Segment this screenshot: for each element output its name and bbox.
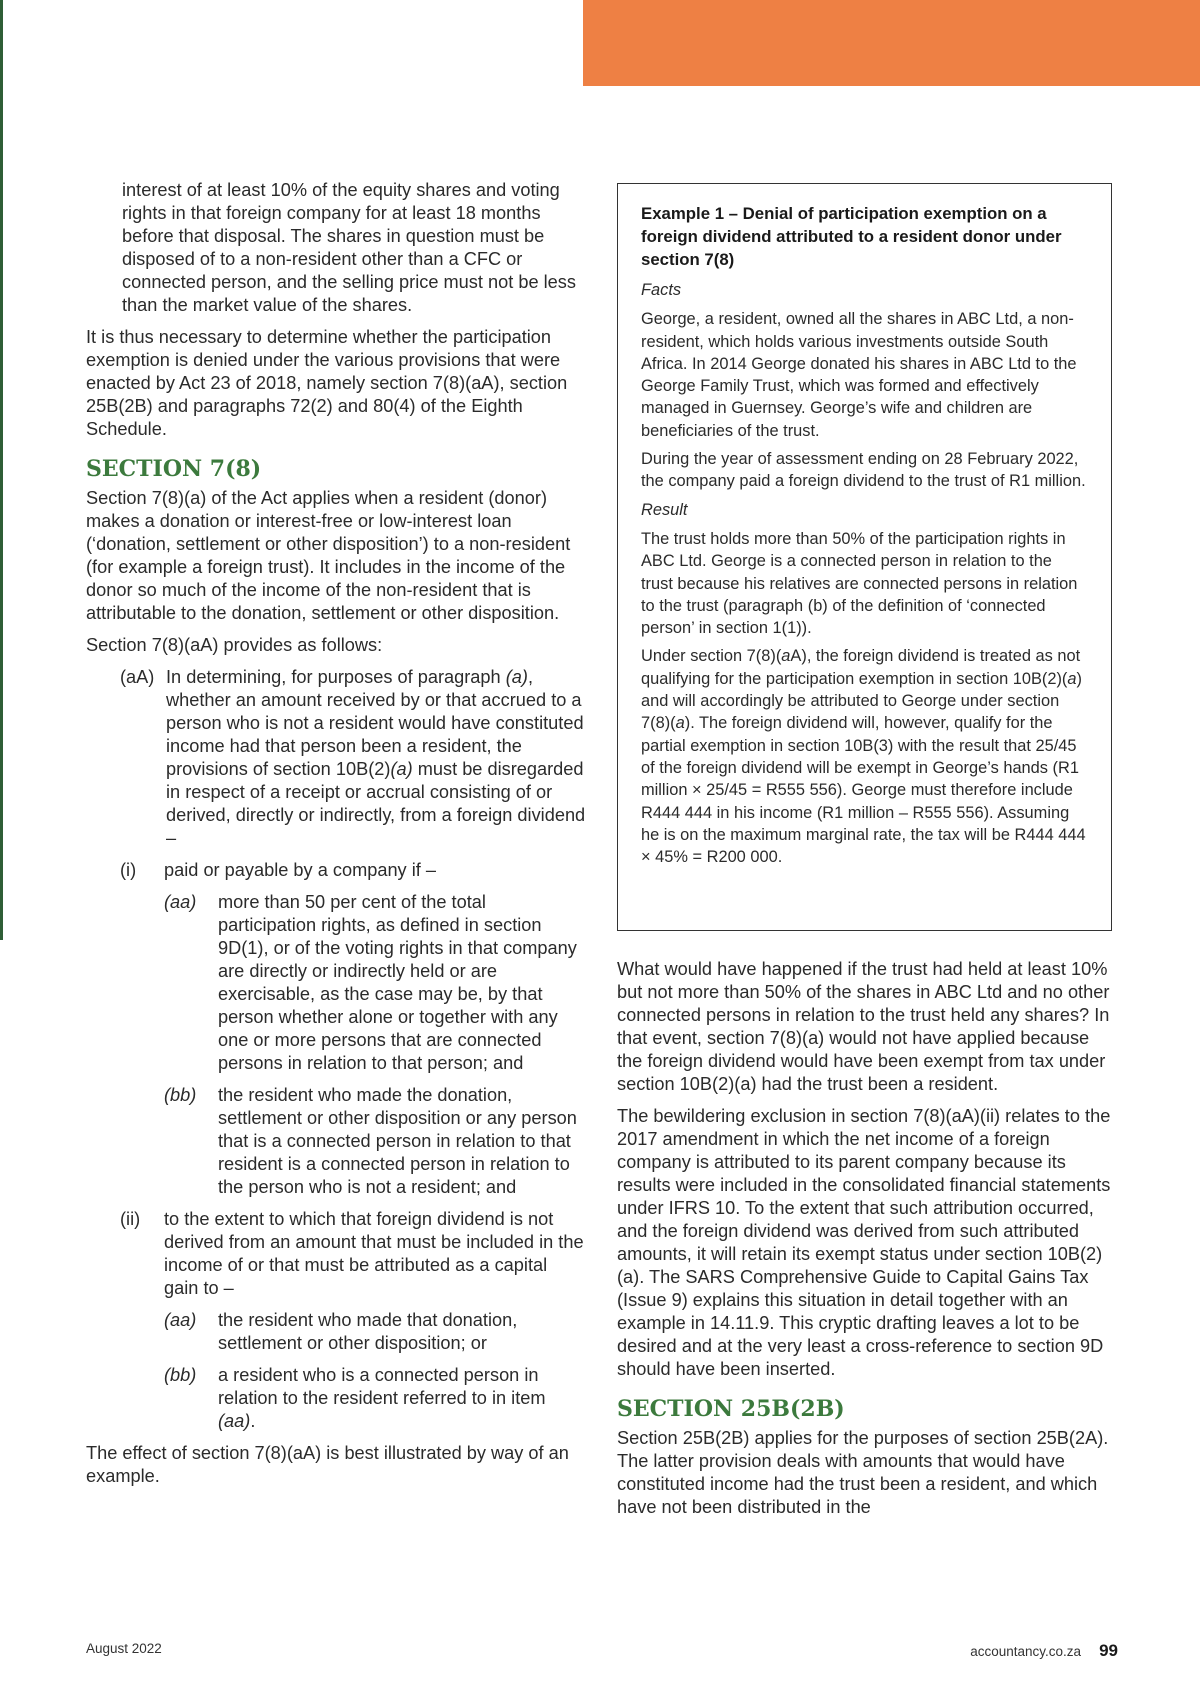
effect-paragraph: The effect of section 7(8)(aA) is best illustrated by way of an example.: [86, 1443, 569, 1486]
list-text: a resident who is a connected person in relation to the resident referred to in item (aa).: [218, 1365, 546, 1431]
page-number: 99: [1099, 1641, 1118, 1660]
list-text: more than 50 per cent of the total participation rights, as defined in section 9D(1), or of the voting rights in that company are directly or indirectly held or are exercisable, as the case may be, by that person whether alone or together with any one or more persons that are connected persons in relation to that person; and: [218, 892, 577, 1073]
list-label: (aA): [120, 667, 155, 687]
example-title: Example 1 – Denial of participation exemption on a foreign dividend attributed to a resident donor under section 7(8): [641, 204, 1062, 269]
continued-bullet-text: interest of at least 10% of the equity shares and voting rights in that foreign company for at least 18 months before that disposal. The shares in question must be disposed of to a non-resident other than a CFC or connected person, and the selling price must not be less than the market value of the shares.: [122, 180, 576, 315]
left-edge-rule: [0, 0, 3, 940]
list-label: (i): [120, 860, 137, 880]
provides-paragraph: Section 7(8)(aA) provides as follows:: [86, 635, 383, 655]
list-item-ii: [86, 1208, 586, 1300]
list-text: the resident who made that donation, settlement or other disposition; or: [218, 1310, 518, 1353]
list-text: the resident who made the donation, settlement or other disposition or any person that is a connected person in relation to that resident is a connected person in relation to the person who is not a resident; and: [218, 1085, 577, 1197]
list-label: (aa): [164, 1310, 197, 1330]
result-paragraph-1: The trust holds more than 50% of the participation rights in ABC Ltd. George is a connected person in relation to the trust because his relatives are connected persons in relation to the trust (paragraph (b) of the definition of ‘connected person’ in section 1(1)).: [641, 529, 1078, 638]
list-label: (ii): [120, 1209, 141, 1229]
result-paragraph-2: Under section 7(8)(aA), the foreign dividend is treated as not qualifying for the participation exemption in section 10B(2)(a) and will accordingly be attributed to George under section 7(8)(a). The foreign dividend will, however, qualify for the partial exemption in section 10B(3) with the result that 25/45 of the foreign dividend will be exempt in George’s hands (R1 million × 25/45 = R555 556). George must therefore include R444 444 in his income (R1 million – R555 556). Assuming he is on the maximum marginal rate, the tax will be R444 444 × 45% = R200 000.: [641, 647, 1086, 867]
footer-website: accountancy.co.za: [970, 1644, 1082, 1659]
list-label: (aa): [164, 892, 197, 912]
facts-paragraph-1: George, a resident, owned all the shares in ABC Ltd, a non-resident, which holds various investments outside South Africa. In 2014 George donated his shares in ABC Ltd to the George Family Trust, which was formed and effectively managed in Guernsey. George’s wife and children are beneficiaries of the trust.: [641, 310, 1077, 440]
list-label: (bb): [164, 1085, 197, 1105]
list-text: paid or payable by a company if –: [164, 860, 436, 880]
right-column: [617, 958, 1117, 1528]
list-item-aA: [86, 666, 586, 850]
section-25b-paragraph: Section 25B(2B) applies for the purposes of section 25B(2A). The latter provision deals with amounts that would have constituted income had the trust been a resident, and which have not been distributed in the: [617, 1428, 1109, 1517]
footer-date: August 2022: [86, 1641, 162, 1656]
section-heading-25b: SECTION 25B(2B): [617, 1396, 845, 1422]
list-item-ii-aa: [86, 1309, 586, 1355]
example-box: [617, 183, 1112, 931]
intro-paragraph: It is thus necessary to determine whether the participation exemption is denied under the various provisions that were enacted by Act 23 of 2018, namely section 7(8)(aA), section 25B(2B) and paragraphs 72(2) and 80(4) of the Eighth Schedule.: [86, 327, 568, 439]
footer-right: [970, 1641, 1118, 1661]
result-label: Result: [641, 500, 688, 519]
list-item-ii-bb: [86, 1364, 586, 1433]
facts-paragraph-2: During the year of assessment ending on 28 February 2022, the company paid a foreign dividend to the trust of R1 million.: [641, 450, 1086, 491]
bewildering-paragraph: The bewildering exclusion in section 7(8)(aA)(ii) relates to the 2017 amendment in which the net income of a foreign company is attributed to its parent company because its results were included in the consolidated financial statements under IFRS 10. To the extent that such attribution occurred, and the foreign dividend was derived from such attributed amounts, it will retain its exempt status under section 10B(2)(a). The SARS Comprehensive Guide to Capital Gains Tax (Issue 9) explains this situation in detail together with an example in 14.11.9. This cryptic drafting leaves a lot to be desired and at the very least a cross-reference to section 9D should have been inserted.: [617, 1106, 1111, 1379]
list-label: (bb): [164, 1365, 197, 1385]
list-text: In determining, for purposes of paragraph (a), whether an amount received by or that accrued to a person who is not a resident would have constituted income had that person been a resident, the provisions of section 10B(2)(a) must be disregarded in respect of a receipt or accrual consisting of or derived, directly or indirectly, from a foreign dividend –: [166, 667, 586, 848]
list-text: to the extent to which that foreign dividend is not derived from an amount that must be included in the income of or that must be attributed as a capital gain to –: [164, 1209, 584, 1298]
list-item-i-aa: [86, 891, 586, 1075]
section-7-8-a-paragraph: Section 7(8)(a) of the Act applies when a resident (donor) makes a donation or interest-free or low-interest loan (‘donation, settlement or other disposition’) to a non-resident (for example a foreign trust). It includes in the income of the donor so much of the income of the non-resident that is attributable to the donation, settlement or other disposition.: [86, 488, 571, 623]
facts-label: Facts: [641, 281, 682, 299]
left-column: [86, 179, 586, 1497]
list-item-i-bb: [86, 1084, 586, 1199]
list-item-i: [86, 859, 586, 882]
what-if-paragraph: What would have happened if the trust had held at least 10% but not more than 50% of the shares in ABC Ltd and no other connected persons in relation to the trust held any shares? In that event, section 7(8)(a) would not have applied because the foreign dividend would have been exempt from tax under section 10B(2)(a) had the trust been a resident.: [617, 959, 1110, 1094]
section-heading-7-8: SECTION 7(8): [86, 456, 262, 482]
header-accent-bar: [583, 0, 1200, 86]
